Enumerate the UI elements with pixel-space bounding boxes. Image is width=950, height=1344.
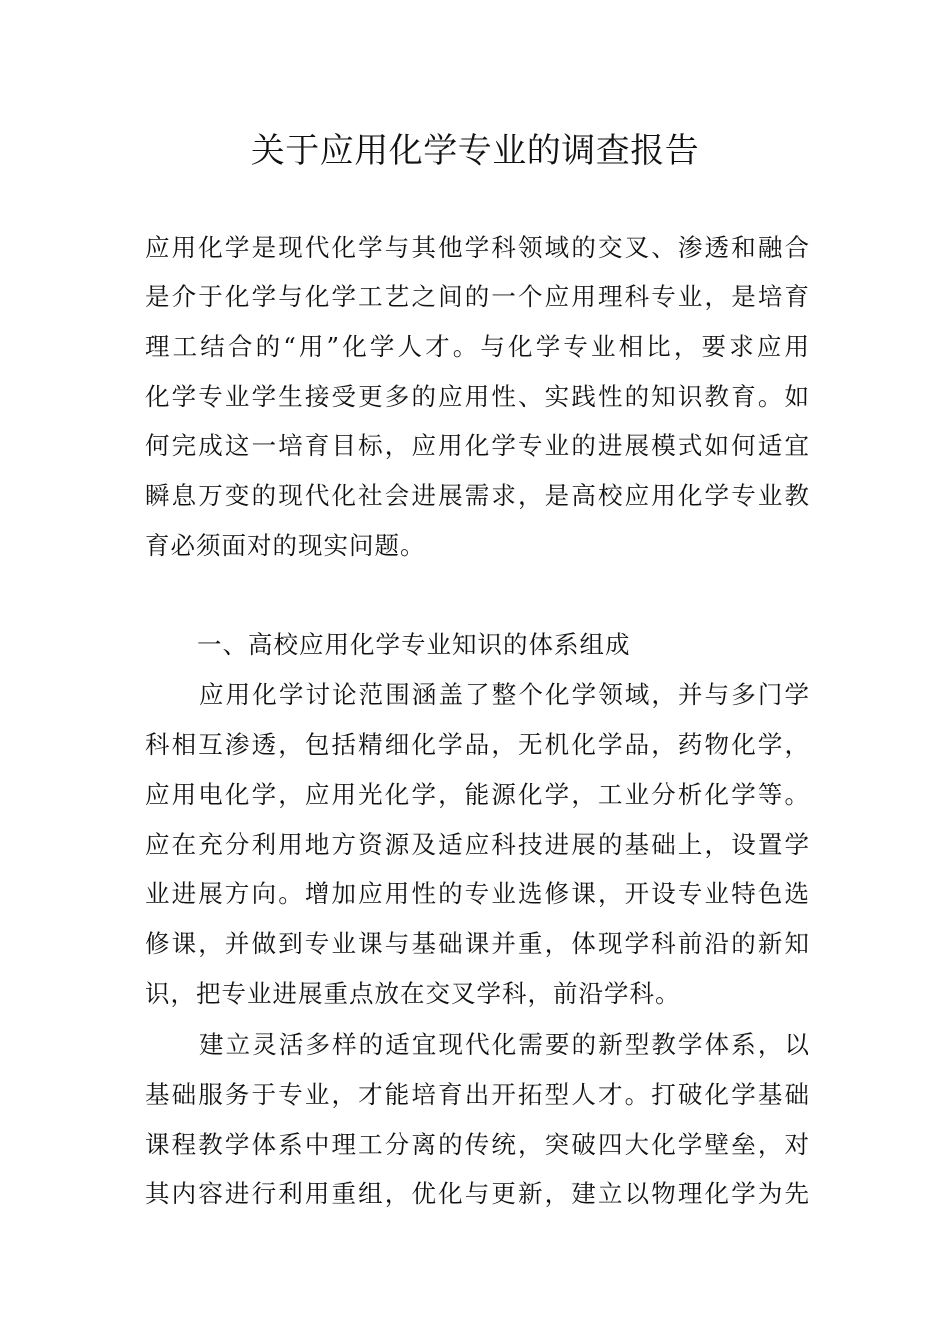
paragraph-line: 建立灵活多样的适宜现代化需要的新型教学体系，以	[199, 1030, 810, 1059]
intro-line: 育必须面对的现实问题。	[145, 531, 426, 560]
paragraph-line: 应用电化学，应用光化学，能源化学，工业分析化学等。	[145, 780, 810, 809]
document-title: 关于应用化学专业的调查报告	[250, 131, 700, 171]
paragraph-line: 科相互渗透，包括精细化学品，无机化学品，药物化学，	[145, 730, 810, 759]
intro-line: 是介于化学与化学工艺之间的一个应用理科专业，是培育	[145, 282, 810, 311]
intro-line: 何完成这一培育目标，应用化学专业的进展模式如何适宜	[145, 431, 810, 460]
paragraph-line: 识，把专业进展重点放在交叉学科，前沿学科。	[145, 979, 681, 1008]
intro-line: 应用化学是现代化学与其他学科领域的交叉、渗透和融合	[145, 233, 810, 262]
paragraph-line: 修课，并做到专业课与基础课并重，体现学科前沿的新知	[145, 929, 810, 958]
paragraph-line: 应在充分利用地方资源及适应科技进展的基础上，设置学	[145, 830, 810, 859]
paragraph-line: 业进展方向。增加应用性的专业选修课，开设专业特色选	[145, 879, 810, 908]
intro-line: 瞬息万变的现代化社会进展需求，是高校应用化学专业教	[145, 481, 810, 510]
intro-line: 理工结合的“用”化学人才。与化学专业相比，要求应用	[145, 332, 810, 361]
intro-line: 化学专业学生接受更多的应用性、实践性的知识教育。如	[145, 382, 810, 411]
paragraph-line: 基础服务于专业，才能培育出开拓型人才。打破化学基础	[145, 1080, 810, 1109]
paragraph-line: 应用化学讨论范围涵盖了整个化学领域，并与多门学	[199, 680, 810, 709]
paragraph-line: 课程教学体系中理工分离的传统，突破四大化学壁垒，对	[145, 1130, 810, 1159]
paragraph-line: 其内容进行利用重组，优化与更新，建立以物理化学为先	[145, 1179, 810, 1208]
section-heading: 一、高校应用化学专业知识的体系组成	[197, 630, 631, 659]
